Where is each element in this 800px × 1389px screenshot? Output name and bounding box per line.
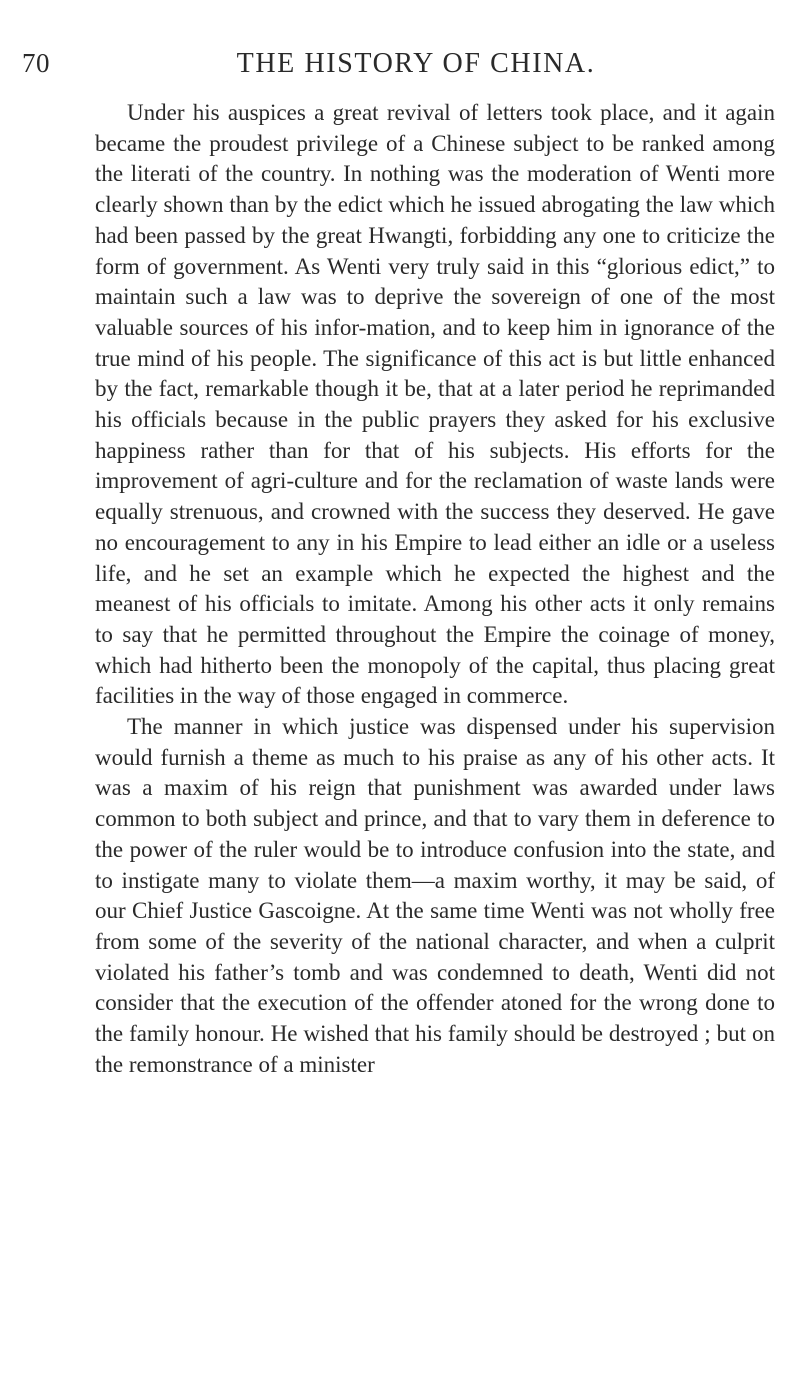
paragraph-2: The manner in which justice was dispensed under his supervision would furnish a theme as much to his praise as any of his other acts. It was a maxim of his reign that punishment was awarded under laws common to both subject and prince, and that to vary them in deference to the power of the ruler would be to introduce confusion into the state, and to instigate many to violate them—a maxim worthy, it may be said, of our Chief Justice Gascoigne. At the same time Wenti was not wholly free from some of the severity of the national character, and when a culprit violated his father’s tomb and was condemned to death, Wenti did not consider that the execution of the offender atoned for the wrong done to the family honour. He wished that his family should be destroyed ; but on the remonstrance of a minister xyxy=(95,714,775,1077)
running-head xyxy=(22,48,770,88)
running-title: THE HISTORY OF CHINA. xyxy=(236,48,596,79)
body-text xyxy=(95,98,775,1081)
page-number: 70 xyxy=(22,48,50,78)
paragraph-1: Under his auspices a great revival of letters took place, and it again became the proudest privilege of a Chinese subject to be ranked among the literati of the country. In nothing was the moderation of Wenti more clearly shown than by the edict which he issued abrogating the law which had been passed by the great Hwangti, forbidding any one to criticize the form of government. As Wenti very truly said in this “glorious edict,” to maintain such a law was to deprive the sovereign of one of the most valuable sources of his infor-mation, and to keep him in ignorance of the true mind of his people. The significance of this act is but little enhanced by the fact, remarkable though it be, that at a later period he reprimanded his officials because in the public prayers they asked for his exclusive happiness rather than for that of his subjects. His efforts for the improvement of agri-culture and for the reclamation of waste lands were equally strenuous, and crowned with the success they deserved. He gave no encouragement to any in his Empire to lead either an idle or a useless life, and he set an example which he expected the highest and the meanest of his officials to imitate. Among his other acts it only remains to say that he permitted throughout the Empire the coinage of money, which had hitherto been the monopoly of the capital, thus placing great facilities in the way of those engaged in commerce. xyxy=(95,100,775,709)
